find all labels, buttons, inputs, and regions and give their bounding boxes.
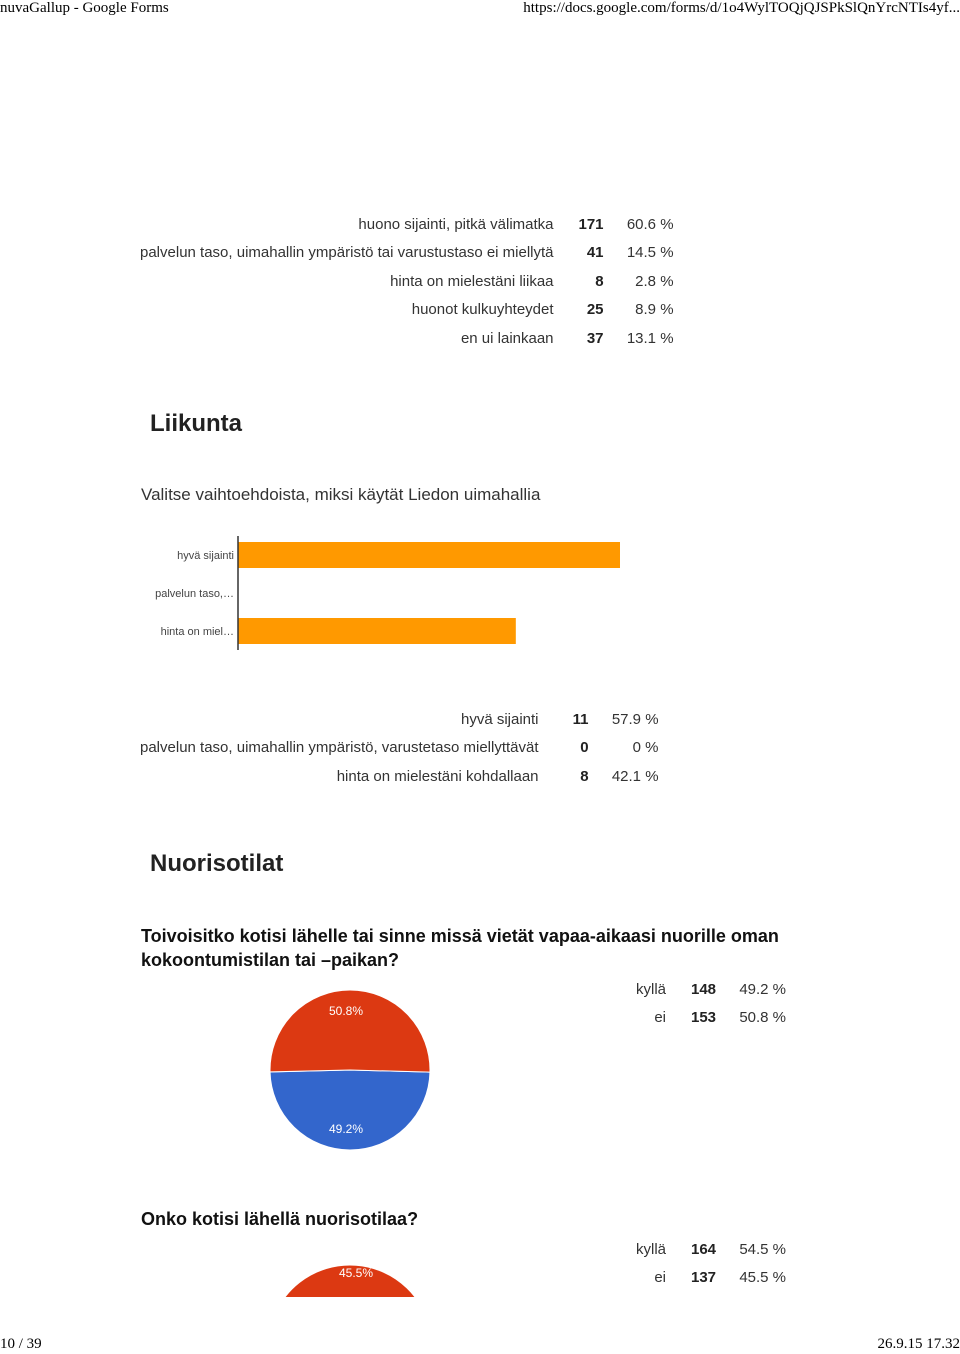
row-percent: 57.9 % [611,710,659,728]
pie-slice [270,990,430,1072]
row-label: palvelun taso, uimahallin ympäristö tai varustustaso ei miellytä [140,244,554,262]
row-count: 41 [586,244,604,262]
row-label: en ui lainkaan [460,329,554,347]
table-row [636,1264,786,1293]
summary-table-nuorisotila-lahella [636,1235,786,1292]
row-count: 25 [586,301,604,319]
table-row [140,267,674,296]
row-count: 171 [578,215,604,233]
row-label: kyllä [636,1240,667,1258]
row-count: 8 [580,767,589,785]
table-row [140,210,674,239]
row-label: hinta on mielestäni kohdallaan [336,767,539,785]
table-row [636,1004,786,1033]
row-label: ei [654,1269,667,1287]
row-count: 164 [690,1240,717,1258]
row-percent: 14.5 % [626,244,674,262]
bar-chart-svg [140,530,640,650]
row-percent: 50.8 % [739,1009,787,1027]
bar-category-label: hyvä sijainti [177,550,234,562]
bar-category-label: palvelun taso,… [155,588,234,600]
row-label: kyllä [636,980,667,998]
row-label: huonot kulkuyhteydet [411,301,554,319]
row-label: palvelun taso, uimahallin ympäristö, varustetaso miellyttävät [140,739,539,757]
summary-table-kokoontumistila-body [636,975,786,1032]
page-header [0,0,960,20]
summary-table-1 [140,210,674,353]
summary-table-kokoontumistila [636,975,786,1032]
pie-chart-kokoontumistila [260,985,440,1155]
row-percent: 13.1 % [626,329,674,347]
pie-slice-label: 50.8% [328,1004,364,1018]
row-count: 153 [690,1009,717,1027]
row-percent: 2.8 % [635,272,674,290]
bar-category-label: hinta on miel… [160,626,234,638]
row-percent: 49.2 % [739,980,787,998]
table-row [140,762,659,791]
table-row [140,296,674,325]
row-label: hinta on mielestäni liikaa [390,272,554,290]
table-row [140,239,674,268]
row-label: hyvä sijainti [460,710,539,728]
row-count: 0 [580,739,589,757]
pie-slice [270,1070,430,1150]
row-count: 137 [690,1269,717,1287]
row-percent: 54.5 % [739,1240,787,1258]
page-footer [0,1336,960,1354]
row-percent: 8.9 % [635,301,674,319]
table-row [140,324,674,353]
row-percent: 45.5 % [739,1269,787,1287]
row-label: ei [654,1009,667,1027]
question-nuorisotila-lahella: Onko kotisi lähellä nuorisotilaa? [141,1209,419,1229]
table-row [140,734,659,763]
row-label: huono sijainti, pitkä välimatka [358,215,554,233]
question-uimahalli: Valitse vaihtoehdoista, miksi käytät Liedon uimahallia [141,485,541,504]
row-percent: 0 % [632,739,659,757]
summary-table-uimahalli [140,705,659,791]
row-count: 11 [572,710,589,728]
document-title: nuvaGallup - Google Forms [0,0,169,16]
table-row [140,705,659,734]
pie-slice-label: 45.5% [338,1266,374,1280]
bar [238,618,516,644]
section-heading-nuorisotilat: Nuorisotilat [150,850,284,877]
bar [238,542,620,568]
section-heading-liikunta: Liikunta [150,410,243,437]
row-percent: 42.1 % [611,767,659,785]
page-number: 10 / 39 [0,1336,42,1352]
row-count: 148 [690,980,717,998]
document-url: https://docs.google.com/forms/d/1o4WylTOQjQJSPkSlQnYrcNTIs4yf... [523,0,960,16]
summary-table-nuorisotila-lahella-body [636,1235,786,1292]
question-kokoontumistila: Toivoisitko kotisi lähelle tai sinne missä vietät vapaa-aikaasi nuorille oman kokoontumistilan tai –paikan? [141,926,779,970]
row-percent: 60.6 % [626,215,674,233]
summary-table-1-body [140,210,674,353]
pie-chart-nuorisotila-lahella [260,1245,440,1297]
print-datetime: 26.9.15 17.32 [877,1336,960,1352]
bar-chart-uimahalli [140,530,640,650]
row-count: 37 [586,329,604,347]
table-row [636,1235,786,1264]
pie-slice-label: 49.2% [328,1122,364,1136]
row-count: 8 [595,272,604,290]
table-row [636,975,786,1004]
summary-table-uimahalli-body [140,705,659,791]
